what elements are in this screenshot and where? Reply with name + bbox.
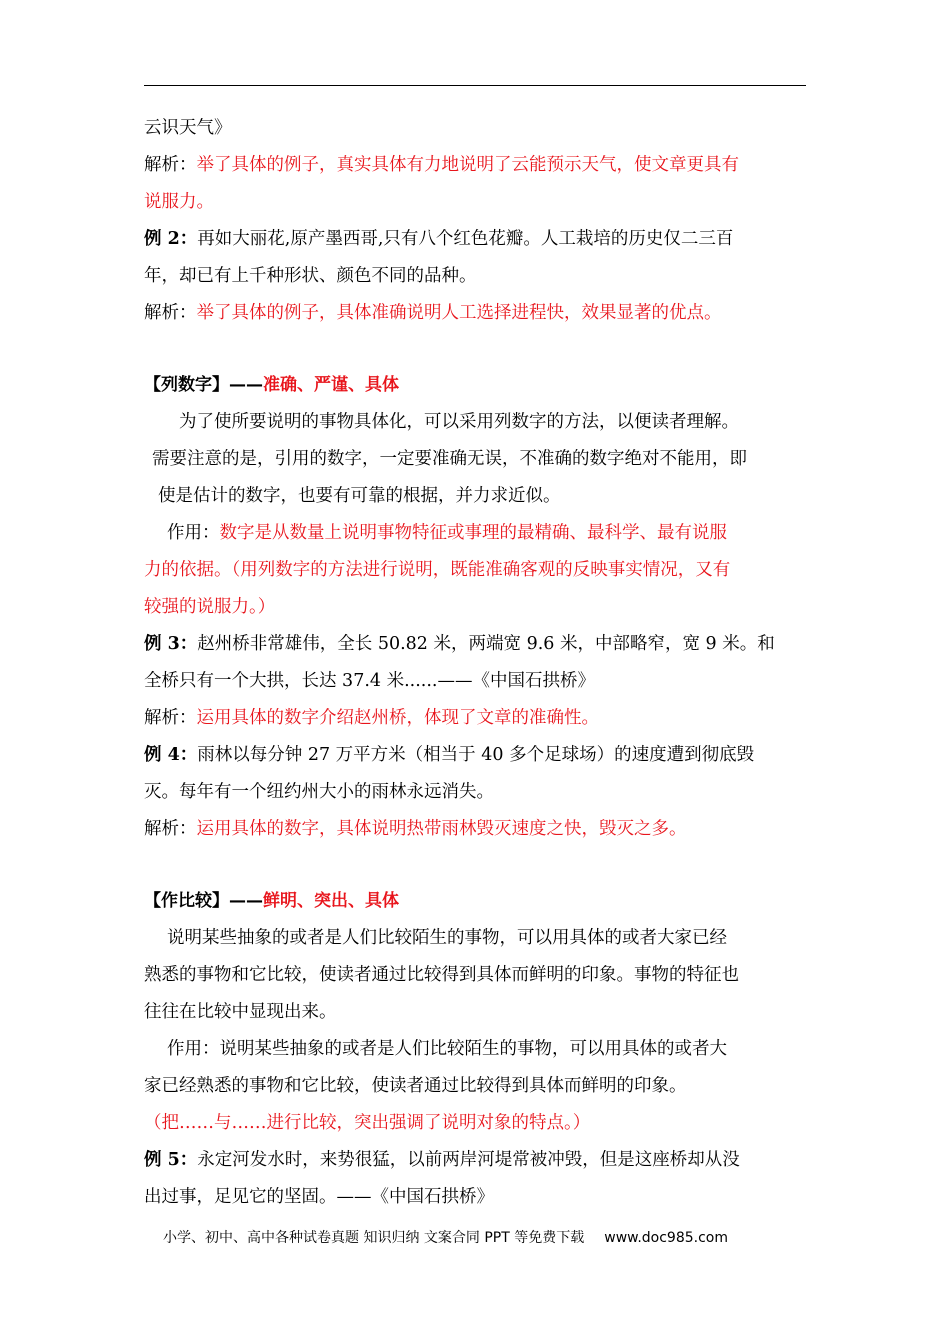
section-intro: 往往在比较中显现出来。 xyxy=(144,1002,337,1022)
analysis-1-cont: 说服力。 xyxy=(144,192,214,212)
paragraph: 云识天气》 xyxy=(144,118,232,138)
example-3: 例 3：赵州桥非常雄伟，全长 50.82 米，两端宽 9.6 米，中部略窄，宽 9 米。和 xyxy=(144,634,775,654)
analysis-1: 解析：举了具体的例子，真实具体有力地说明了云能预示天气，使文章更具有 xyxy=(144,155,739,175)
analysis-4: 解析：运用具体的数字，具体说明热带雨林毁灭速度之快，毁灭之多。 xyxy=(144,819,687,839)
example-5: 例 5：永定河发水时，来势很猛，以前两岸河堤常被冲毁，但是这座桥却从没 xyxy=(144,1150,740,1170)
section-title-comparison: 【作比较】——鲜明、突出、具体 xyxy=(144,891,399,911)
example-4: 例 4：雨林以每分钟 27 万平方米（相当于 40 多个足球场）的速度遭到彻底毁 xyxy=(144,745,755,765)
analysis-2: 解析：举了具体的例子，具体准确说明人工选择进程快，效果显著的优点。 xyxy=(144,303,722,323)
footer-text: 小学、初中、高中各种试卷真题 知识归纳 文案合同 PPT 等免费下载 xyxy=(163,1230,585,1246)
section-intro: 说明某些抽象的或者是人们比较陌生的事物，可以用具体的或者大家已经 xyxy=(167,928,727,948)
section-use-cont: 家已经熟悉的事物和它比较，使读者通过比较得到具体而鲜明的印象。 xyxy=(144,1076,687,1096)
section-use-cont: （把……与……进行比较，突出强调了说明对象的特点。） xyxy=(144,1113,591,1133)
example-2-cont: 年，却已有上千种形状、颜色不同的品种。 xyxy=(144,266,477,286)
document-body xyxy=(144,110,808,1216)
page-footer xyxy=(163,1227,728,1247)
section-intro: 熟悉的事物和它比较，使读者通过比较得到具体而鲜明的印象。事物的特征也 xyxy=(144,965,739,985)
section-intro: 为了使所要说明的事物具体化，可以采用列数字的方法，以便读者理解。 xyxy=(179,412,739,432)
example-2: 例 2：再如大丽花,原产墨西哥,只有八个红色花瓣。人工栽培的历史仅二三百 xyxy=(144,229,734,249)
example-3-cont: 全桥只有一个大拱，长达 37.4 米......——《中国石拱桥》 xyxy=(144,671,595,691)
example-4-cont: 灭。每年有一个纽约州大小的雨林永远消失。 xyxy=(144,782,494,802)
section-use-cont: 力的依据。（用列数字的方法进行说明，既能准确客观的反映事实情况，又有 xyxy=(144,560,731,580)
example-5-cont: 出过事，足见它的坚固。——《中国石拱桥》 xyxy=(144,1187,494,1207)
section-title-numbers: 【列数字】——准确、严谨、具体 xyxy=(144,375,399,395)
section-use: 作用：数字是从数量上说明事物特征或事理的最精确、最科学、最有说服 xyxy=(167,523,727,543)
header-rule xyxy=(144,85,806,86)
section-intro: 需要注意的是，引用的数字，一定要准确无误，不准确的数字绝对不能用，即 xyxy=(152,449,747,469)
section-use-cont: 较强的说服力。） xyxy=(144,597,276,617)
section-use: 作用：说明某些抽象的或者是人们比较陌生的事物，可以用具体的或者大 xyxy=(167,1039,727,1059)
footer-link[interactable]: www.doc985.com xyxy=(604,1230,728,1246)
section-intro: 使是估计的数字，也要有可靠的根据，并力求近似。 xyxy=(158,486,561,506)
analysis-3: 解析：运用具体的数字介绍赵州桥，体现了文章的准确性。 xyxy=(144,708,599,728)
